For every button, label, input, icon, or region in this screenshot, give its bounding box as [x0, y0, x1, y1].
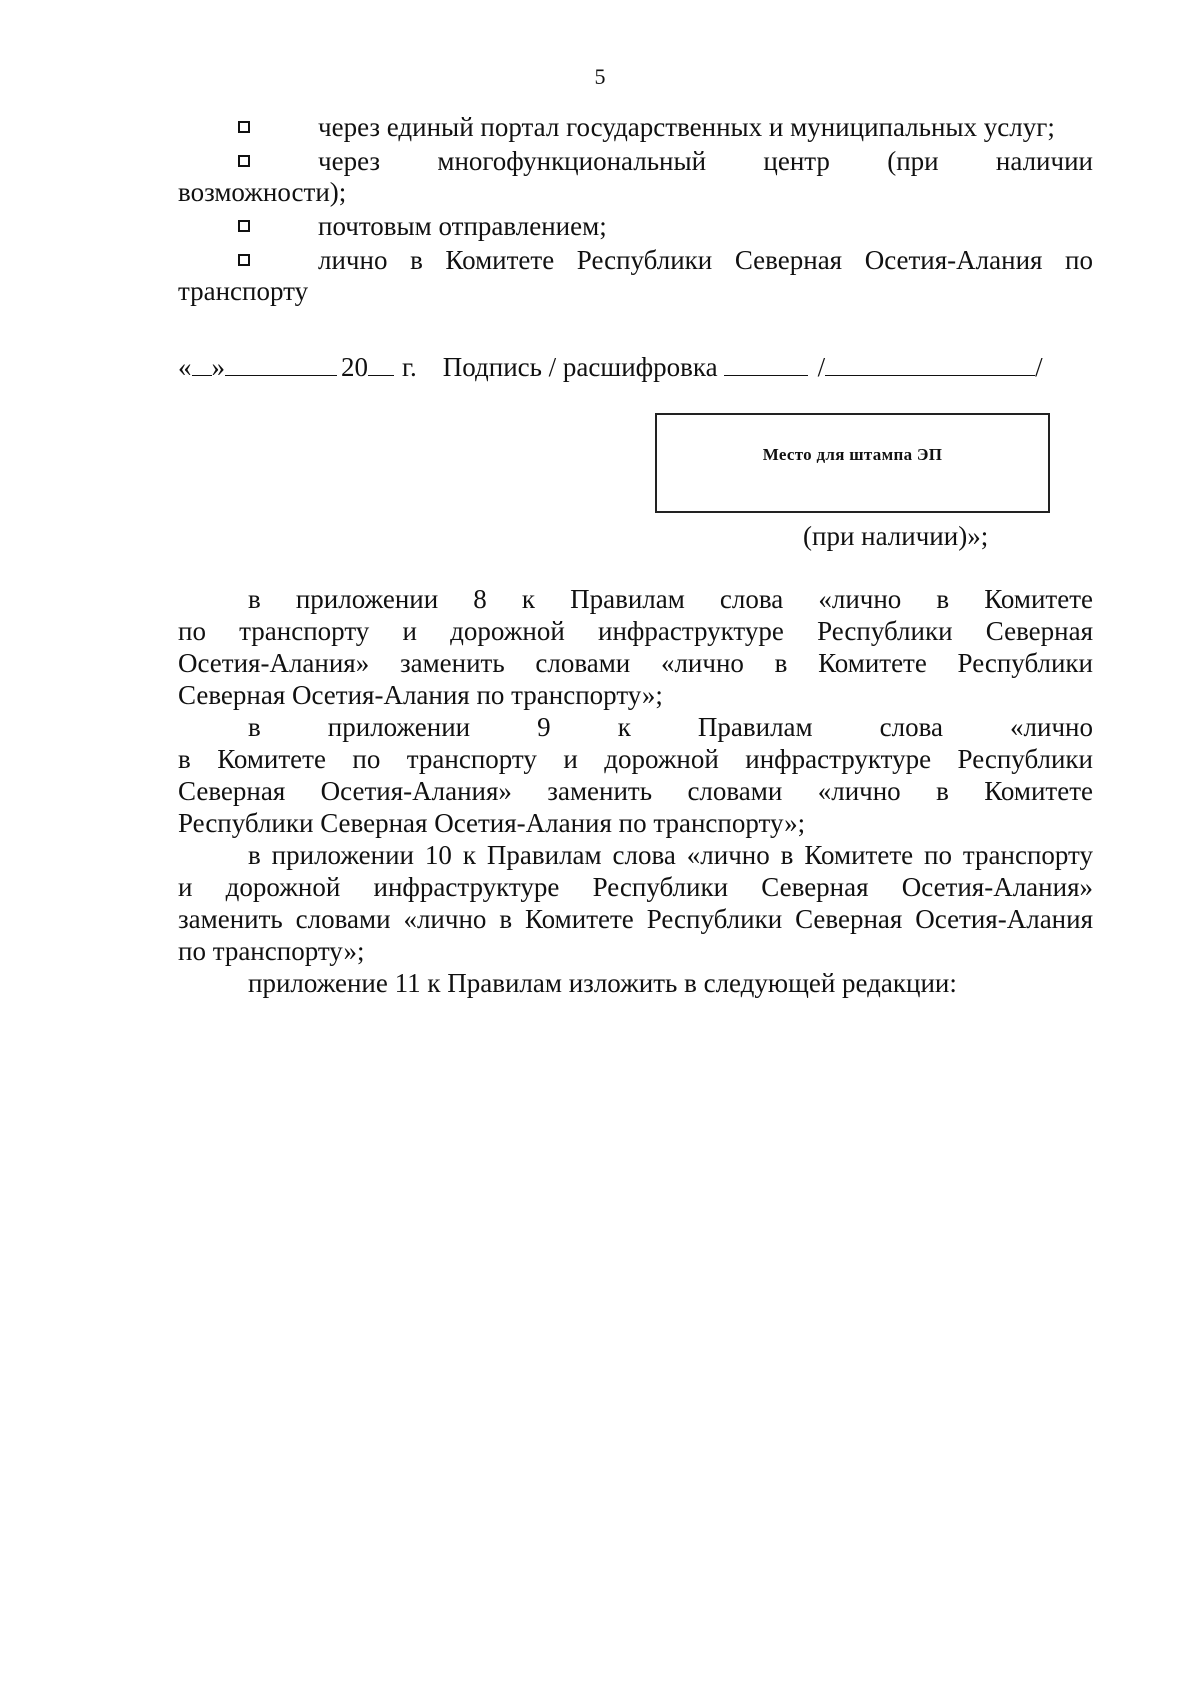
signature-slash-1: /: [817, 352, 826, 382]
paragraph-appendix-10: [178, 839, 1093, 967]
option-mfc-text-line2: возможности);: [178, 177, 347, 207]
paragraph-line: Северная Осетия-Алания по транспорту»;: [178, 680, 663, 710]
date-quote-close: »: [211, 352, 225, 382]
checkbox-icon: [238, 121, 250, 133]
option-in-person-text-line1: лично в Комитете Республики Северная Осетия-Алания по: [318, 245, 1093, 275]
option-mail: [178, 211, 1093, 242]
date-quote-open: «: [178, 352, 192, 382]
paragraph-line: Осетия-Алания» заменить словами «лично в Комитете Республики: [178, 648, 1093, 678]
paragraph-line: Республики Северная Осетия-Алания по транспорту»;: [178, 808, 806, 838]
page-number: 5: [594, 64, 606, 89]
option-mfc: [178, 146, 1093, 208]
paragraph-line: в приложении 9 к Правилам слова «лично: [248, 712, 1093, 742]
paragraph-appendix-8: [178, 583, 1093, 711]
option-in-person-text-line2: транспорту: [178, 276, 309, 306]
option-mail-text: почтовым отправлением;: [318, 211, 607, 241]
option-in-person: [178, 245, 1093, 307]
signature-blank: [724, 353, 808, 376]
stamp-box: [655, 413, 1050, 513]
stamp-label: Место для штампа ЭП: [762, 445, 943, 464]
checkbox-icon: [238, 220, 250, 232]
date-year-suffix: г.: [402, 352, 417, 382]
paragraph-appendix-9: [178, 711, 1093, 839]
paragraph-line: заменить словами «лично в Комитете Республики Северная Осетия-Алания: [178, 904, 1093, 934]
date-year-blank: [368, 353, 394, 376]
option-portal-text: через единый портал государственных и муниципальных услуг;: [318, 112, 1055, 142]
paragraph-line: в приложении 10 к Правилам слова «лично в Комитете по транспорту: [248, 840, 1093, 870]
paragraph-line: Северная Осетия-Алания» заменить словами «лично в Комитете: [178, 776, 1093, 806]
checkbox-icon: [238, 254, 250, 266]
option-portal: [178, 112, 1093, 143]
paragraph-line: в Комитете по транспорту и дорожной инфраструктуре Республики: [178, 744, 1093, 774]
date-month-blank: [225, 353, 337, 376]
signature-slash-2: /: [1035, 352, 1043, 382]
date-day-blank: [192, 353, 212, 376]
option-mfc-text-line1: через многофункциональный центр (при наличии: [318, 146, 1093, 176]
date-year-prefix: 20: [341, 352, 368, 382]
signature-line: [178, 352, 1093, 383]
paragraph-line: по транспорту»;: [178, 936, 365, 966]
submission-options-list: [178, 112, 1093, 307]
paragraph-line: и дорожной инфраструктуре Республики Северная Осетия-Алания»: [178, 872, 1093, 902]
amendments-body: [178, 583, 1093, 999]
signature-label: Подпись / расшифровка: [442, 352, 718, 382]
checkbox-icon: [238, 155, 250, 167]
signature-decoding-blank: [825, 353, 1035, 376]
paragraph-line: приложение 11 к Правилам изложить в следующей редакции:: [248, 968, 957, 998]
paragraph-line: по транспорту и дорожной инфраструктуре Республики Северная: [178, 616, 1093, 646]
paragraph-line: в приложении 8 к Правилам слова «лично в Комитете: [248, 584, 1093, 614]
paragraph-appendix-11: [178, 967, 1093, 999]
availability-note: (при наличии)»;: [803, 521, 989, 551]
